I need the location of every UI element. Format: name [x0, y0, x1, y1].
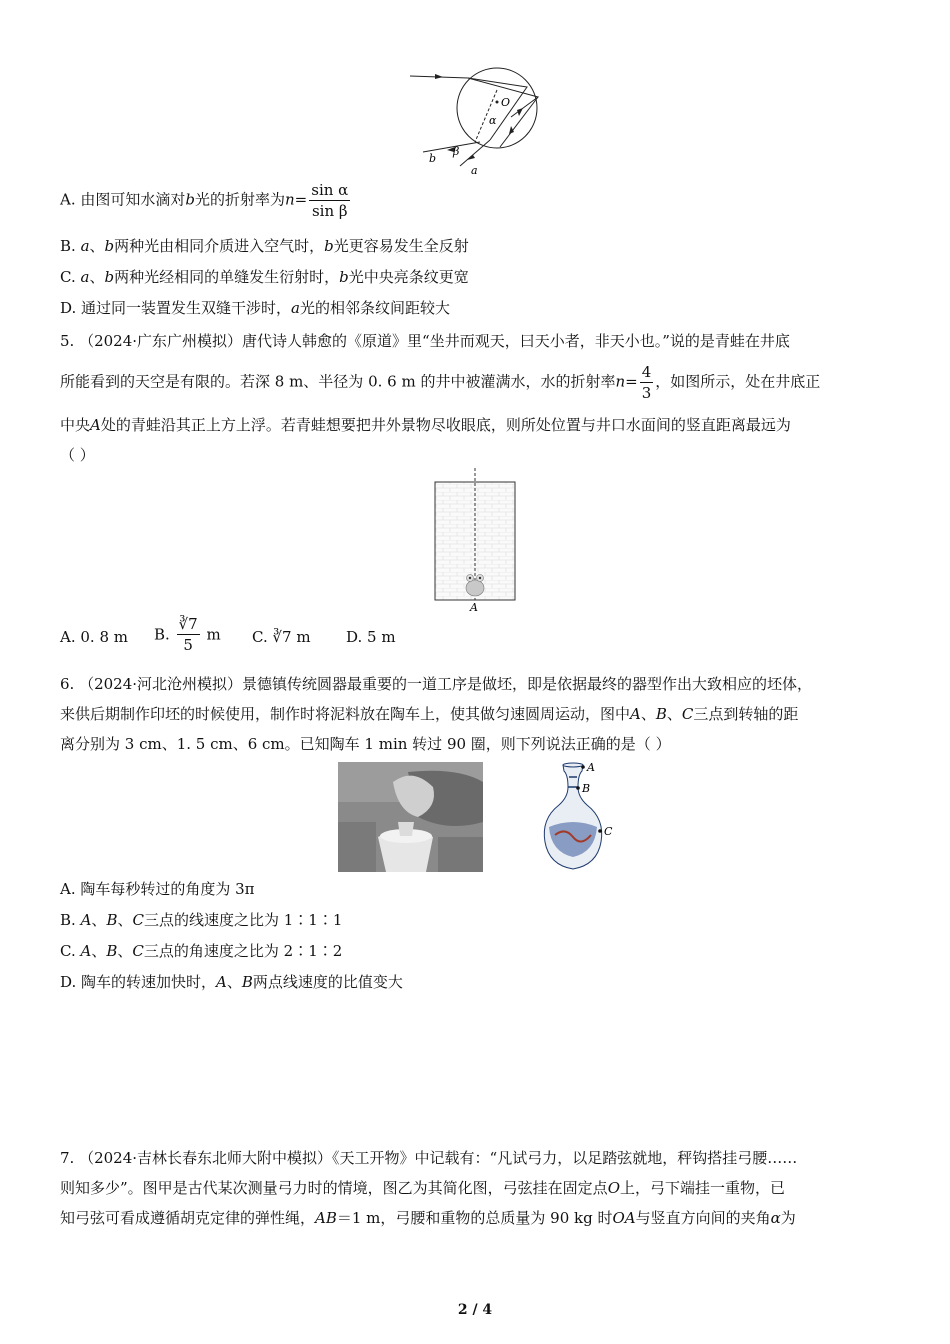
- fraction-refractive-index: $\frac{4}{3}$: [641, 363, 652, 402]
- label-alpha: α: [489, 114, 497, 127]
- q5-line-1: 5. （2024·广东广州模拟）唐代诗人韩愈的《原道》里“坐井而观天，曰天小者，非天小也。”说的是青蛙在井底: [60, 332, 790, 350]
- fraction-sin: $\frac{\text{sin α}}{\text{sin β}}$: [311, 181, 349, 220]
- q6-line-1: 6. （2024·河北沧州模拟）景德镇传统圆器最重要的一道工序是做坯，即是依据最终的器型作出大致相应的坯体，: [60, 675, 813, 693]
- well-figure: [425, 468, 525, 613]
- label-b: b: [429, 152, 437, 165]
- q5-line-2: 所能看到的天空是有限的。若深 8 m、半径为 0. 6 m 的井中被灌满水，水的折射率n= $\frac{4}{3}$ ，如图所示，处在井底正: [60, 363, 821, 402]
- q4-option-d: D. 通过同一装置发生双缝干涉时，a光的相邻条纹间距较大: [60, 299, 450, 317]
- label-beta: β: [453, 145, 460, 158]
- q7-line-3: 知弓弦可看成遵循胡克定律的弹性绳，AB＝1 m，弓腰和重物的总质量为 90 kg 时OA与竖直方向间的夹角α为: [60, 1209, 796, 1227]
- water-drop-circle: [457, 68, 537, 148]
- q4-option-c: C. a、b两种光经相同的单缝发生衍射时，b光中央亮条纹更宽: [60, 268, 469, 286]
- q5-answer-bracket: （ ）: [60, 446, 95, 464]
- ray-a: [460, 140, 490, 166]
- water-drop-diagram: [405, 62, 555, 182]
- label-O: O: [501, 96, 511, 109]
- q6-option-c: C. A、B、C三点的角速度之比为 2∶1∶2: [60, 942, 343, 960]
- vase-label-A: A: [587, 761, 595, 774]
- well-label-A: A: [470, 601, 478, 613]
- q7-line-1: 7. （2024·吉林长春东北师大附中模拟）《天工开物》中记载有：“凡试弓力，以足踏弦就地，秤钩搭挂弓腰……: [60, 1149, 798, 1167]
- q4-option-a: A. 由图可知水滴对b光的折射率为n= $\frac{\text{sin α}}{\text{sin β}}$: [60, 181, 349, 220]
- q6-option-b: B. A、B、C三点的线速度之比为 1∶1∶1: [60, 911, 343, 929]
- vase-figure: [525, 757, 625, 877]
- q6-line-3: 离分别为 3 cm、1. 5 cm、6 cm。已知陶车 1 min 转过 90 圈，则下列说法正确的是（ ）: [60, 735, 671, 753]
- page-number: 2 / 4: [457, 1302, 493, 1318]
- vase-label-B: B: [582, 782, 591, 795]
- q5-option-a: A. 0. 8 m: [60, 628, 128, 646]
- q7-line-2: 则知多少”。图甲是古代某次测量弓力时的情境，图乙为其简化图，弓弦挂在固定点O上，弓下端挂一重物，已: [60, 1179, 786, 1197]
- q6-option-d: D. 陶车的转速加快时，A、B两点线速度的比值变大: [60, 973, 403, 991]
- pottery-wheel-photo: [338, 762, 483, 872]
- q5-line-3: 中央A处的青蛙沿其正上方上浮。若青蛙想要把井外景物尽收眼底，则所处位置与井口水面间的竖直距离最远为: [60, 416, 791, 434]
- q4-option-b: B. a、b两种光由相同介质进入空气时，b光更容易发生全反射: [60, 237, 469, 255]
- q5-option-c: C. ∛7 m: [252, 628, 311, 646]
- q5-option-d: D. 5 m: [346, 628, 396, 646]
- label-a: a: [471, 164, 478, 177]
- q6-option-a: A. 陶车每秒转过的角度为 3π: [60, 880, 255, 898]
- q6-line-2: 来供后期制作印坯的时候使用，制作时将泥料放在陶车上，使其做匀速圆周运动，图中A、B、C三点到转轴的距: [60, 705, 799, 723]
- vase-label-C: C: [604, 825, 613, 838]
- q5-option-b: B. $\frac{∛7}{5}$ m: [154, 615, 221, 654]
